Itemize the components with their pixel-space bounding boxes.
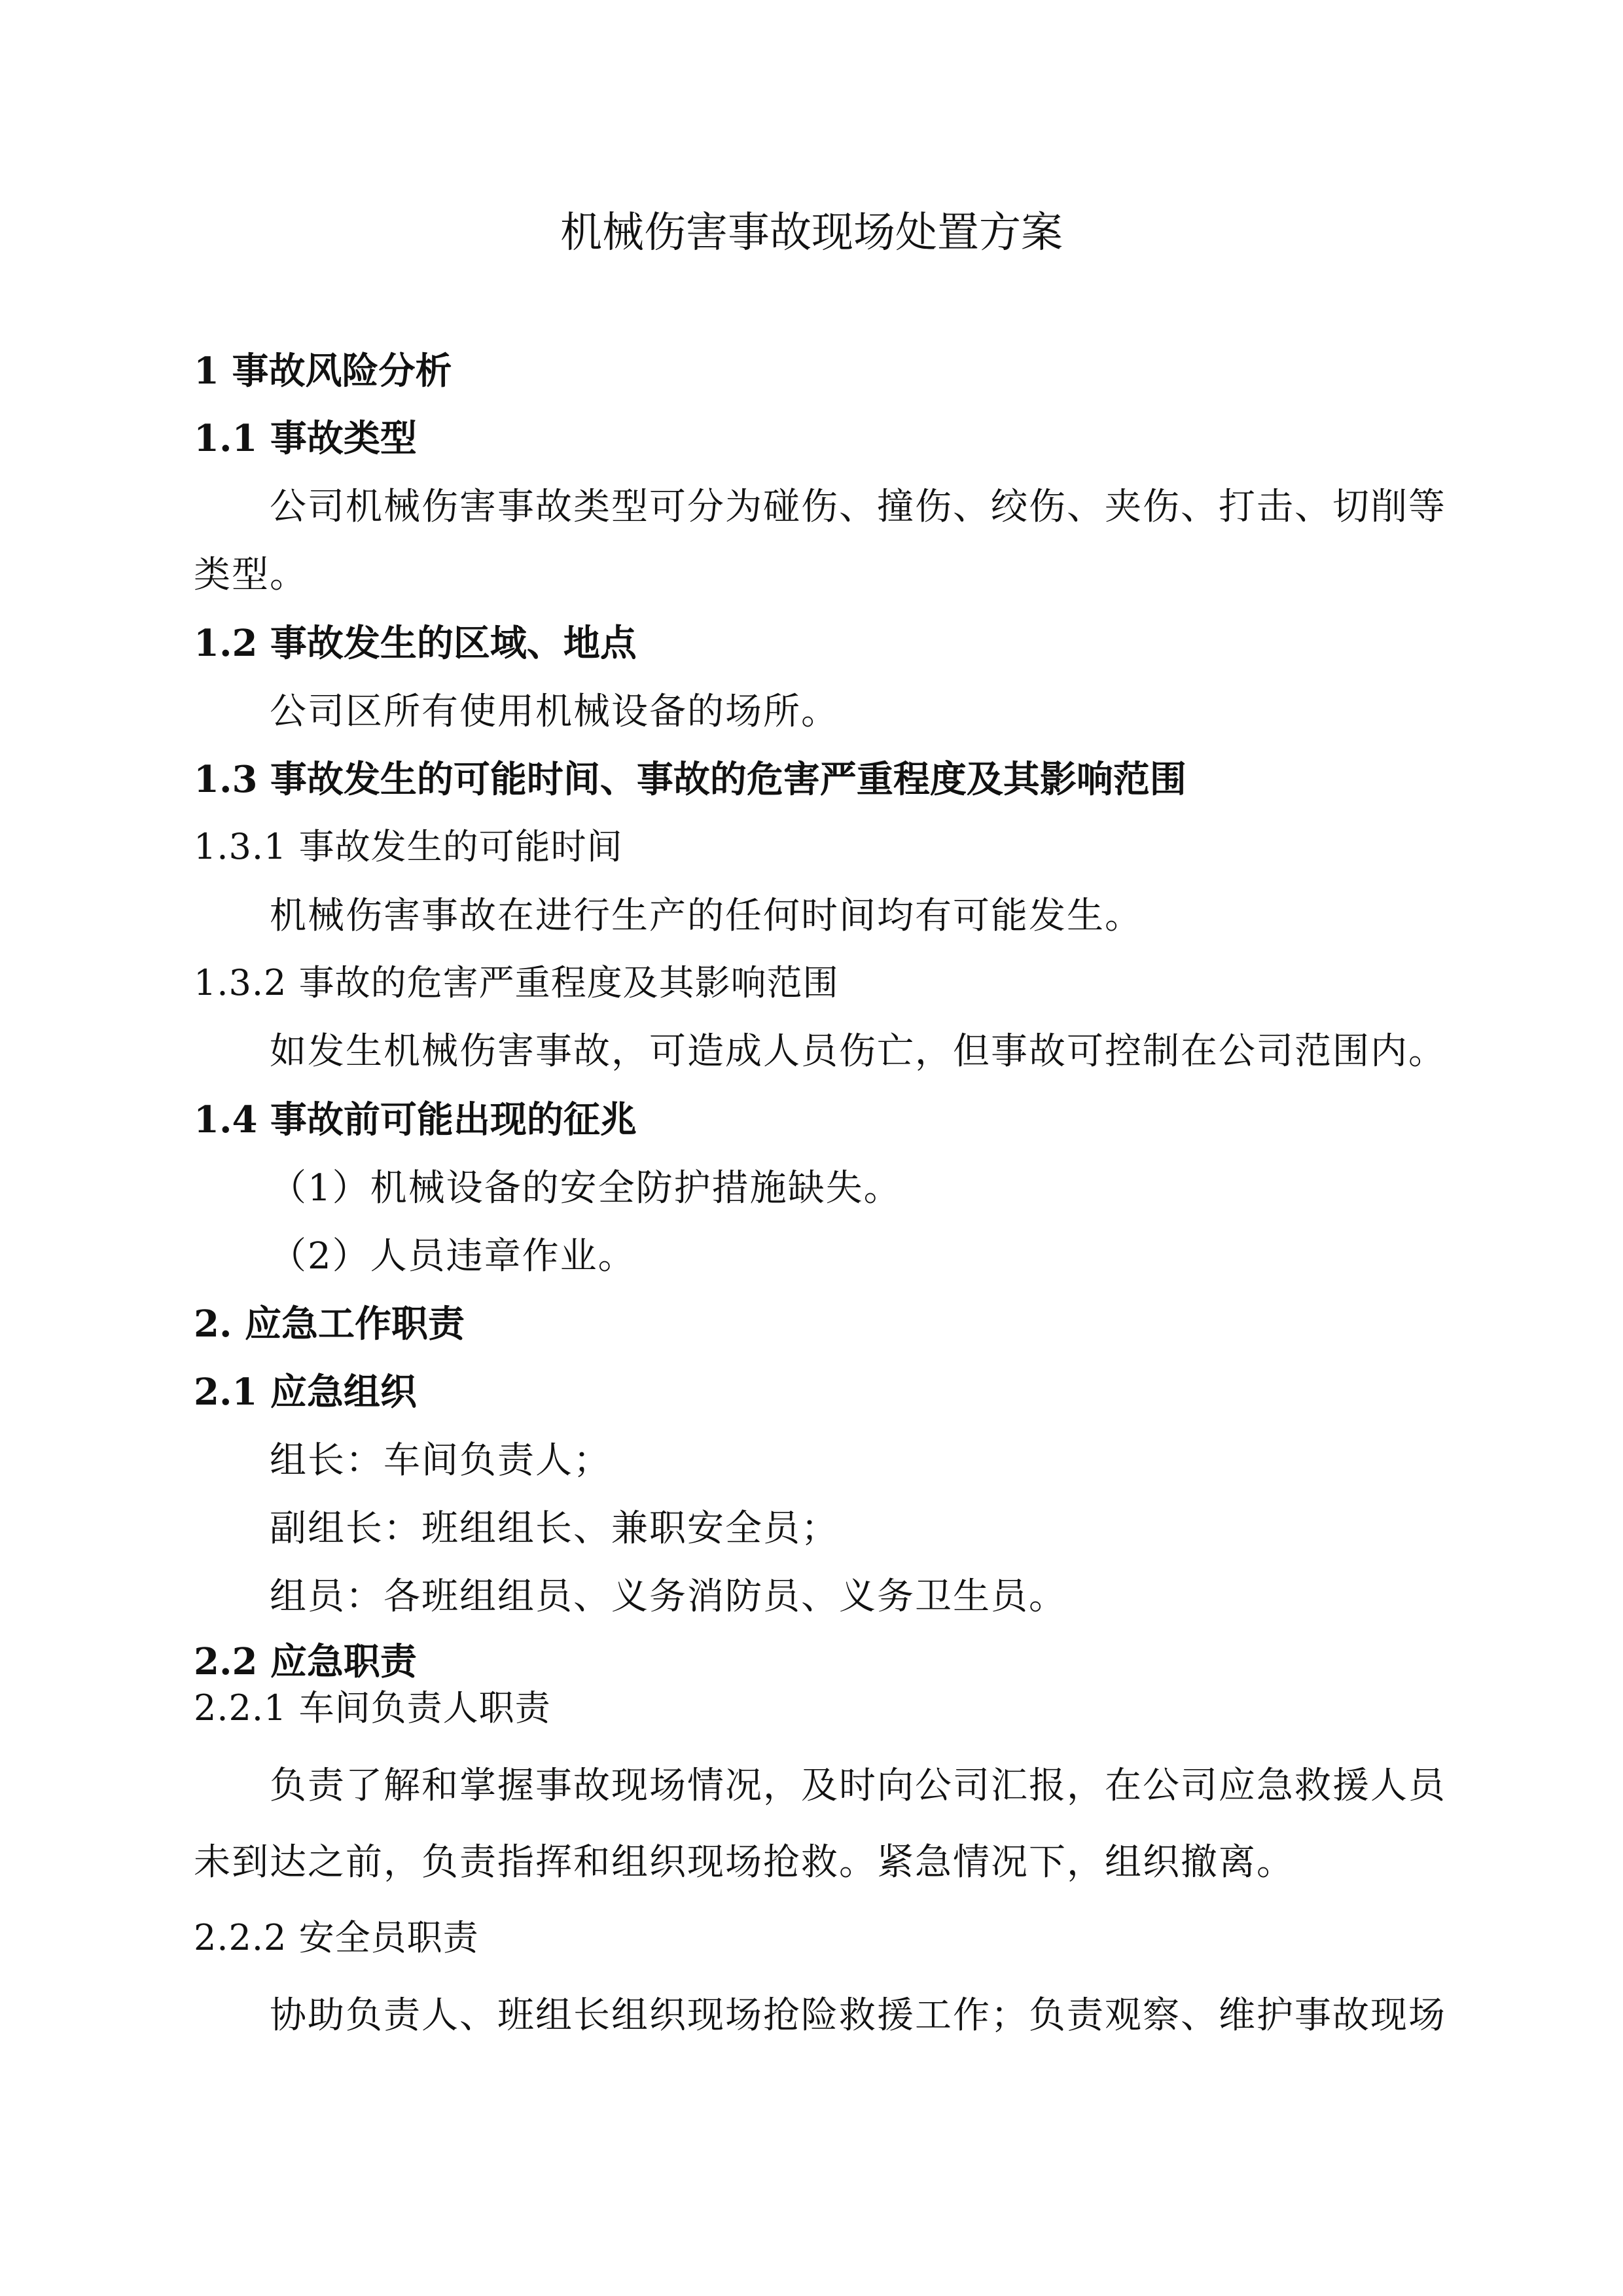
paragraph-safety-officer-duties: 协助负责人、班组长组织现场抢险救援工作；负责观察、维护事故现场 (270, 1994, 1446, 2037)
subsection-heading-1-4: 1.4 事故前可能出现的征兆 (194, 1098, 637, 1141)
section-heading-2: 2. 应急工作职责 (194, 1302, 465, 1346)
paragraph-workshop-duties: 负责了解和掌握事故现场情况，及时向公司汇报，在公司应急救援人员 (270, 1765, 1446, 1807)
subsubsection-heading-1-3-2: 1.3.2 事故的危害严重程度及其影响范围 (194, 962, 839, 1003)
paragraph-team-leader: 组长：车间负责人； (270, 1439, 611, 1482)
subsection-heading-2-2: 2.2 应急职责 (194, 1640, 417, 1683)
subsection-heading-1-1: 1.1 事故类型 (194, 417, 417, 460)
list-item-sign-2: （2）人员违章作业。 (270, 1235, 636, 1278)
paragraph-accident-types-continued: 类型。 (194, 554, 308, 596)
paragraph-deputy-leader: 副组长：班组组长、兼职安全员； (270, 1507, 839, 1550)
paragraph-possible-time: 机械伤害事故在进行生产的任何时间均有可能发生。 (270, 895, 1143, 937)
subsection-heading-1-3: 1.3 事故发生的可能时间、事故的危害严重程度及其影响范围 (194, 758, 1186, 801)
subsubsection-heading-1-3-1: 1.3.1 事故发生的可能时间 (194, 826, 623, 867)
subsubsection-heading-2-2-2: 2.2.2 安全员职责 (194, 1917, 479, 1958)
paragraph-accident-location: 公司区所有使用机械设备的场所。 (270, 691, 839, 733)
section-heading-1: 1 事故风险分析 (194, 350, 452, 393)
paragraph-severity-scope: 如发生机械伤害事故，可造成人员伤亡，但事故可控制在公司范围内。 (270, 1030, 1446, 1073)
paragraph-team-members: 组员：各班组组员、义务消防员、义务卫生员。 (270, 1575, 1067, 1618)
list-item-sign-1: （1）机械设备的安全防护措施缺失。 (270, 1167, 902, 1210)
subsection-heading-1-2: 1.2 事故发生的区域、地点 (194, 622, 637, 665)
document-title: 机械伤害事故现场处置方案 (560, 209, 1063, 257)
subsection-heading-2-1: 2.1 应急组织 (194, 1371, 417, 1414)
subsubsection-heading-2-2-1: 2.2.1 车间负责人职责 (194, 1687, 551, 1729)
paragraph-workshop-duties-continued: 未到达之前，负责指挥和组织现场抢救。紧急情况下，组织撤离。 (194, 1841, 1294, 1884)
paragraph-accident-types: 公司机械伤害事故类型可分为碰伤、撞伤、绞伤、夹伤、打击、切削等 (270, 486, 1446, 528)
